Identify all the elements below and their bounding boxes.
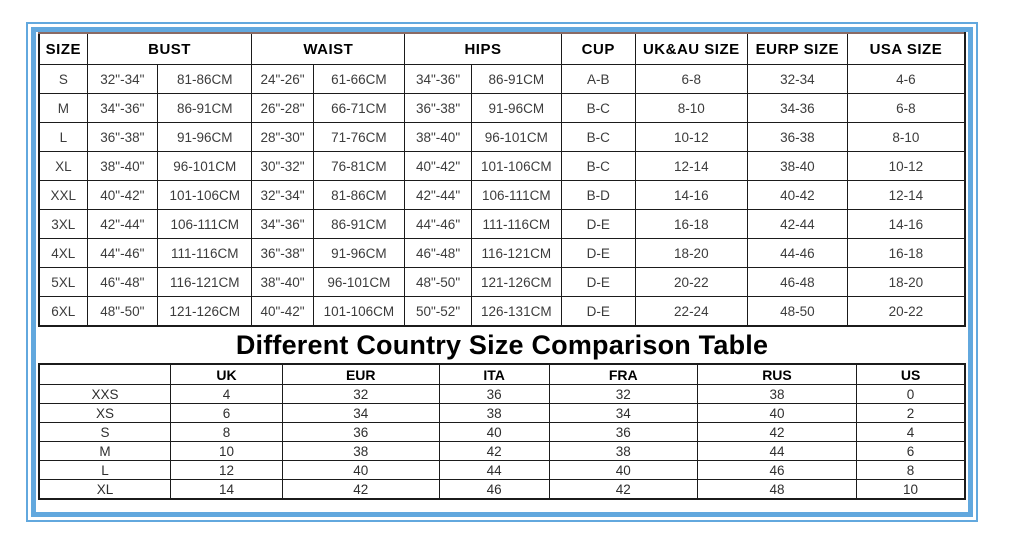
measurement-cell: D-E — [561, 297, 635, 327]
measurement-row — [39, 123, 965, 152]
measurement-cell: 16-18 — [635, 210, 747, 239]
measurement-cell: 101-106CM — [471, 152, 561, 181]
country-size-cell: 0 — [857, 385, 965, 404]
country-size-cell: 46 — [439, 480, 549, 500]
measurement-cell: 40"-42" — [405, 152, 472, 181]
measurement-row — [39, 268, 965, 297]
country-size-cell: 32 — [283, 385, 439, 404]
measurement-cell: 30"-32" — [252, 152, 313, 181]
size-label-cell: 5XL — [39, 268, 87, 297]
measurement-cell: 36"-38" — [405, 94, 472, 123]
measurement-cell: 12-14 — [847, 181, 965, 210]
measurement-cell: B-C — [561, 152, 635, 181]
measurement-cell: 20-22 — [847, 297, 965, 327]
measurement-cell: 44-46 — [747, 239, 847, 268]
measurement-cell: 42"-44" — [87, 210, 157, 239]
country-row — [39, 423, 965, 442]
measurement-cell: D-E — [561, 239, 635, 268]
measurement-cell: 32"-34" — [87, 65, 157, 94]
size-label-cell: XXS — [39, 385, 170, 404]
size-label-cell: M — [39, 442, 170, 461]
measurement-cell: 71-76CM — [313, 123, 405, 152]
measurement-cell: 34-36 — [747, 94, 847, 123]
header-waist: WAIST — [252, 33, 405, 65]
measurement-cell: 6-8 — [635, 65, 747, 94]
country-size-cell: 6 — [857, 442, 965, 461]
measurement-cell: 40"-42" — [252, 297, 313, 327]
measurement-cell: 34"-36" — [252, 210, 313, 239]
country-size-table — [38, 363, 966, 500]
measurement-cell: 48-50 — [747, 297, 847, 327]
measurement-cell: 32-34 — [747, 65, 847, 94]
measurement-row — [39, 152, 965, 181]
measurement-cell: 44"-46" — [87, 239, 157, 268]
measurement-cell: 28"-30" — [252, 123, 313, 152]
measurement-cell: 38"-40" — [405, 123, 472, 152]
country-size-cell: 48 — [697, 480, 856, 500]
measurement-cell: 20-22 — [635, 268, 747, 297]
measurement-cell: 116-121CM — [471, 239, 561, 268]
measurement-cell: 46-48 — [747, 268, 847, 297]
country-header-cell: EUR — [283, 364, 439, 385]
header-bust: BUST — [87, 33, 252, 65]
country-size-cell: 4 — [170, 385, 282, 404]
measurement-header-row — [39, 33, 965, 65]
country-header-row — [39, 364, 965, 385]
measurement-cell: 18-20 — [847, 268, 965, 297]
measurement-cell: 116-121CM — [158, 268, 252, 297]
comparison-table-title: Different Country Size Comparison Table — [235, 330, 769, 360]
measurement-cell: 10-12 — [635, 123, 747, 152]
measurement-cell: D-E — [561, 268, 635, 297]
measurement-cell: 10-12 — [847, 152, 965, 181]
measurement-cell: 36"-38" — [252, 239, 313, 268]
size-label-cell: S — [39, 423, 170, 442]
header-eurp-size: EURP SIZE — [747, 33, 847, 65]
country-size-cell: 2 — [857, 404, 965, 423]
measurement-cell: 86-91CM — [158, 94, 252, 123]
country-row — [39, 404, 965, 423]
size-label-cell: XXL — [39, 181, 87, 210]
country-size-cell: 44 — [697, 442, 856, 461]
measurement-cell: 16-18 — [847, 239, 965, 268]
measurement-cell: 111-116CM — [471, 210, 561, 239]
measurement-cell: 34"-36" — [87, 94, 157, 123]
measurement-cell: 91-96CM — [313, 239, 405, 268]
size-label-cell: XS — [39, 404, 170, 423]
measurement-cell: 32"-34" — [252, 181, 313, 210]
measurement-cell: 46"-48" — [405, 239, 472, 268]
measurement-cell: 42"-44" — [405, 181, 472, 210]
measurement-cell: 96-101CM — [313, 268, 405, 297]
country-size-cell: 42 — [439, 442, 549, 461]
country-size-cell: 36 — [549, 423, 697, 442]
country-table-header — [39, 364, 965, 385]
size-label-cell: 4XL — [39, 239, 87, 268]
country-size-cell: 46 — [697, 461, 856, 480]
measurement-cell: 8-10 — [635, 94, 747, 123]
size-label-cell: XL — [39, 480, 170, 500]
header-usa-size: USA SIZE — [847, 33, 965, 65]
country-size-cell: 38 — [549, 442, 697, 461]
measurement-cell: 76-81CM — [313, 152, 405, 181]
measurement-cell: A-B — [561, 65, 635, 94]
measurement-cell: 48"-50" — [87, 297, 157, 327]
measurement-cell: 91-96CM — [158, 123, 252, 152]
country-size-cell: 38 — [697, 385, 856, 404]
measurement-cell: 36"-38" — [87, 123, 157, 152]
country-size-cell: 36 — [439, 385, 549, 404]
measurement-cell: 61-66CM — [313, 65, 405, 94]
country-header-cell: US — [857, 364, 965, 385]
measurement-cell: 14-16 — [635, 181, 747, 210]
measurement-cell: 4-6 — [847, 65, 965, 94]
measurement-cell: 86-91CM — [313, 210, 405, 239]
outer-blue-frame — [26, 22, 978, 522]
country-size-cell: 14 — [170, 480, 282, 500]
measurement-cell: 96-101CM — [471, 123, 561, 152]
country-header-cell: UK — [170, 364, 282, 385]
country-size-cell: 44 — [439, 461, 549, 480]
measurement-row — [39, 210, 965, 239]
country-row — [39, 480, 965, 500]
country-size-cell: 42 — [283, 480, 439, 500]
size-label-cell: L — [39, 461, 170, 480]
country-table-body — [39, 385, 965, 500]
country-size-cell: 4 — [857, 423, 965, 442]
measurement-cell: 44"-46" — [405, 210, 472, 239]
measurement-cell: 6-8 — [847, 94, 965, 123]
measurement-cell: 38"-40" — [252, 268, 313, 297]
size-label-cell: XL — [39, 152, 87, 181]
country-size-cell: 32 — [549, 385, 697, 404]
inner-blue-frame — [31, 27, 973, 517]
measurement-row — [39, 239, 965, 268]
measurement-cell: 81-86CM — [158, 65, 252, 94]
measurement-cell: 106-111CM — [158, 210, 252, 239]
header-hips: HIPS — [405, 33, 561, 65]
measurement-cell: 34"-36" — [405, 65, 472, 94]
country-size-cell: 42 — [697, 423, 856, 442]
country-size-cell: 40 — [283, 461, 439, 480]
header-size: SIZE — [39, 33, 87, 65]
country-row — [39, 461, 965, 480]
country-size-cell: 10 — [170, 442, 282, 461]
size-label-cell: 6XL — [39, 297, 87, 327]
measurement-row — [39, 94, 965, 123]
country-size-cell: 42 — [549, 480, 697, 500]
measurement-cell: 81-86CM — [313, 181, 405, 210]
header-uk-au-size: UK&AU SIZE — [635, 33, 747, 65]
measurement-cell: 40"-42" — [87, 181, 157, 210]
measurement-cell: 42-44 — [747, 210, 847, 239]
measurement-cell: 106-111CM — [471, 181, 561, 210]
measurement-cell: 24"-26" — [252, 65, 313, 94]
country-size-cell: 40 — [697, 404, 856, 423]
measurement-cell: 101-106CM — [158, 181, 252, 210]
measurement-cell: 38"-40" — [87, 152, 157, 181]
measurement-row — [39, 181, 965, 210]
country-header-cell: FRA — [549, 364, 697, 385]
country-size-cell: 38 — [283, 442, 439, 461]
size-label-cell: 3XL — [39, 210, 87, 239]
measurement-cell: 38-40 — [747, 152, 847, 181]
measurement-cell: D-E — [561, 210, 635, 239]
measurement-cell: B-D — [561, 181, 635, 210]
measurement-row — [39, 297, 965, 327]
measurement-cell: 8-10 — [847, 123, 965, 152]
measurement-cell: 12-14 — [635, 152, 747, 181]
country-size-cell: 34 — [283, 404, 439, 423]
measurement-cell: 86-91CM — [471, 65, 561, 94]
measurement-cell: B-C — [561, 94, 635, 123]
country-size-cell: 12 — [170, 461, 282, 480]
measurement-table-header — [39, 33, 965, 65]
country-header-cell: RUS — [697, 364, 856, 385]
measurement-cell: 101-106CM — [313, 297, 405, 327]
measurement-cell: 26"-28" — [252, 94, 313, 123]
measurement-cell: 96-101CM — [158, 152, 252, 181]
measurement-cell: 48"-50" — [405, 268, 472, 297]
measurement-cell: 121-126CM — [158, 297, 252, 327]
measurement-cell: 36-38 — [747, 123, 847, 152]
country-row — [39, 385, 965, 404]
measurement-cell: 18-20 — [635, 239, 747, 268]
measurement-size-table — [38, 32, 966, 327]
country-row — [39, 442, 965, 461]
measurement-cell: 50"-52" — [405, 297, 472, 327]
measurement-cell: 14-16 — [847, 210, 965, 239]
measurement-cell: 111-116CM — [158, 239, 252, 268]
size-label-cell: L — [39, 123, 87, 152]
measurement-table-body — [39, 65, 965, 327]
country-size-cell: 10 — [857, 480, 965, 500]
measurement-cell: 126-131CM — [471, 297, 561, 327]
country-size-cell: 38 — [439, 404, 549, 423]
country-size-cell: 8 — [170, 423, 282, 442]
country-size-cell: 8 — [857, 461, 965, 480]
measurement-cell: 91-96CM — [471, 94, 561, 123]
measurement-cell: 121-126CM — [471, 268, 561, 297]
measurement-cell: B-C — [561, 123, 635, 152]
country-size-cell: 40 — [439, 423, 549, 442]
size-label-cell: M — [39, 94, 87, 123]
country-header-cell: ITA — [439, 364, 549, 385]
country-header-cell — [39, 364, 170, 385]
measurement-cell: 22-24 — [635, 297, 747, 327]
country-size-cell: 34 — [549, 404, 697, 423]
header-cup: CUP — [561, 33, 635, 65]
measurement-cell: 66-71CM — [313, 94, 405, 123]
measurement-row — [39, 65, 965, 94]
country-size-cell: 40 — [549, 461, 697, 480]
country-size-cell: 6 — [170, 404, 282, 423]
measurement-cell: 40-42 — [747, 181, 847, 210]
size-label-cell: S — [39, 65, 87, 94]
measurement-cell: 46"-48" — [87, 268, 157, 297]
country-size-cell: 36 — [283, 423, 439, 442]
